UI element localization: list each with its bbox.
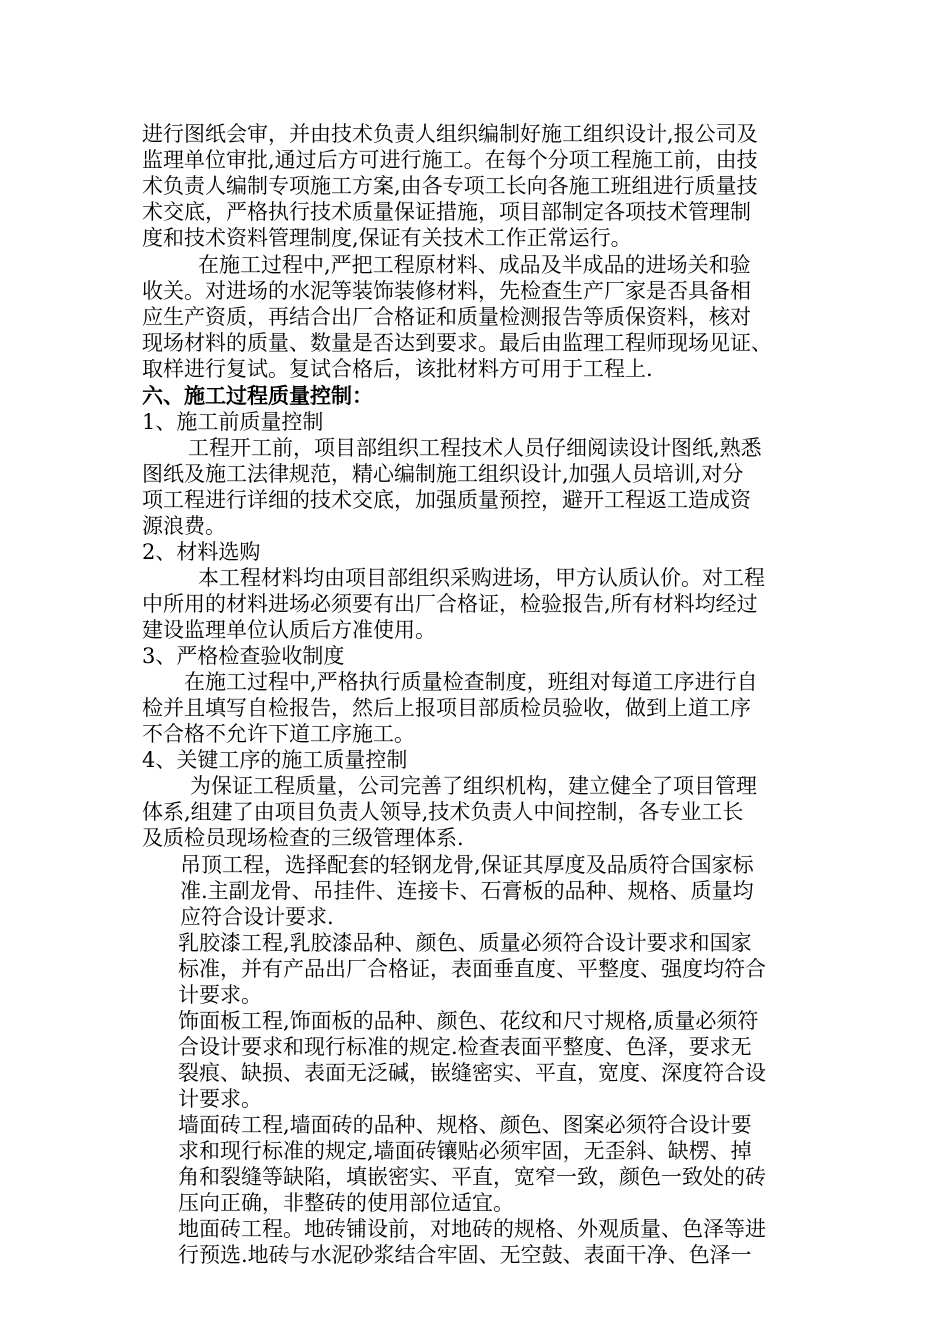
text-line: 监理单位审批,通过后方可进行施工。在每个分项工程施工前，由技 [142, 148, 758, 172]
text-line: 术负责人编制专项施工方案,由各专项工长向各施工班组进行质量技 [142, 174, 758, 198]
text-line: 行预选.地砖与水泥砂浆结合牢固、无空鼓、表面干净、色泽一 [178, 1243, 752, 1267]
text-line: 为保证工程质量，公司完善了组织机构，建立健全了项目管理 [190, 774, 757, 798]
text-line: 体系,组建了由项目负责人领导,技术负责人中间控制，各专业工长 [142, 800, 744, 824]
text-line: 取样进行复试。复试合格后，该批材料方可用于工程上. [142, 357, 653, 381]
text-line: 压向正确，非整砖的使用部位适宜。 [178, 1191, 514, 1215]
text-line: 收关。对进场的水泥等装饰装修材料，先检查生产厂家是否具备相 [142, 279, 751, 303]
subsection-title: 1、施工前质量控制 [142, 410, 324, 434]
text-line: 合设计要求和现行标准的规定.检查表面平整度、色泽，要求无 [178, 1035, 752, 1059]
subsection-title: 4、关键工序的施工质量控制 [142, 748, 408, 772]
text-line: 现场材料的质量、数量是否达到要求。最后由监理工程师现场见证、 [142, 331, 772, 355]
text-line: 及质检员现场检查的三级管理体系. [142, 826, 464, 850]
text-line: 应生产资质，再结合出厂合格证和质量检测报告等质保资料，核对 [142, 305, 751, 329]
text-line: 不合格不允许下道工序施工。 [142, 722, 415, 746]
text-line: 术交底，严格执行技术质量保证措施，项目部制定各项技术管理制 [142, 200, 751, 224]
text-line: 在施工过程中,严把工程原材料、成品及半成品的进场关和验 [198, 253, 751, 277]
text-line: 应符合设计要求. [180, 905, 334, 929]
subsection-title: 3、严格检查验收制度 [142, 644, 345, 668]
text-line: 地面砖工程。地砖铺设前，对地砖的规格、外观质量、色泽等进 [178, 1217, 766, 1241]
text-line: 进行图纸会审，并由技术负责人组织编制好施工组织设计,报公司及 [142, 122, 758, 146]
text-line: 中所用的材料进场必须要有出厂合格证，检验报告,所有材料均经过 [142, 592, 758, 616]
text-line: 吊顶工程，选择配套的轻钢龙骨,保证其厚度及品质符合国家标 [180, 853, 754, 877]
text-line: 在施工过程中,严格执行质量检查制度，班组对每道工序进行自 [184, 670, 758, 694]
text-line: 裂痕、缺损、表面无泛碱，嵌缝密实、平直，宽度、深度符合设 [178, 1061, 766, 1085]
text-line: 标准，并有产品出厂合格证，表面垂直度、平整度、强度均符合 [178, 957, 766, 981]
text-line: 项工程进行详细的技术交底，加强质量预控，避开工程返工造成资 [142, 488, 751, 512]
text-line: 计要求。 [178, 1087, 262, 1111]
text-line: 准.主副龙骨、吊挂件、连接卡、石膏板的品种、规格、质量均 [180, 879, 754, 903]
text-line: 饰面板工程,饰面板的品种、颜色、花纹和尺寸规格,质量必须符 [178, 1009, 759, 1033]
text-line: 墙面砖工程,墙面砖的品种、规格、颜色、图案必须符合设计要 [178, 1113, 752, 1137]
section-heading: 六、施工过程质量控制： [142, 383, 373, 408]
text-line: 工程开工前，项目部组织工程技术人员仔细阅读设计图纸,熟悉 [188, 436, 762, 460]
text-line: 源浪费。 [142, 514, 226, 538]
text-line: 计要求。 [178, 983, 262, 1007]
text-line: 求和现行标准的规定,墙面砖镶贴必须牢固，无歪斜、缺楞、掉 [178, 1139, 752, 1163]
text-line: 度和技术资料管理制度,保证有关技术工作正常运行。 [142, 226, 632, 250]
subsection-title: 2、材料选购 [142, 540, 261, 564]
text-line: 乳胶漆工程,乳胶漆品种、颜色、质量必须符合设计要求和国家 [178, 931, 752, 955]
text-line: 建设监理单位认质后方准使用。 [142, 618, 436, 642]
text-line: 本工程材料均由项目部组织采购进场，甲方认质认价。对工程 [198, 566, 765, 590]
text-line: 检并且填写自检报告，然后上报项目部质检员验收，做到上道工序 [142, 696, 751, 720]
text-line: 图纸及施工法律规范，精心编制施工组织设计,加强人员培训,对分 [142, 462, 744, 486]
text-line: 角和裂缝等缺陷，填嵌密实、平直，宽窄一致，颜色一致处的砖 [178, 1165, 766, 1189]
